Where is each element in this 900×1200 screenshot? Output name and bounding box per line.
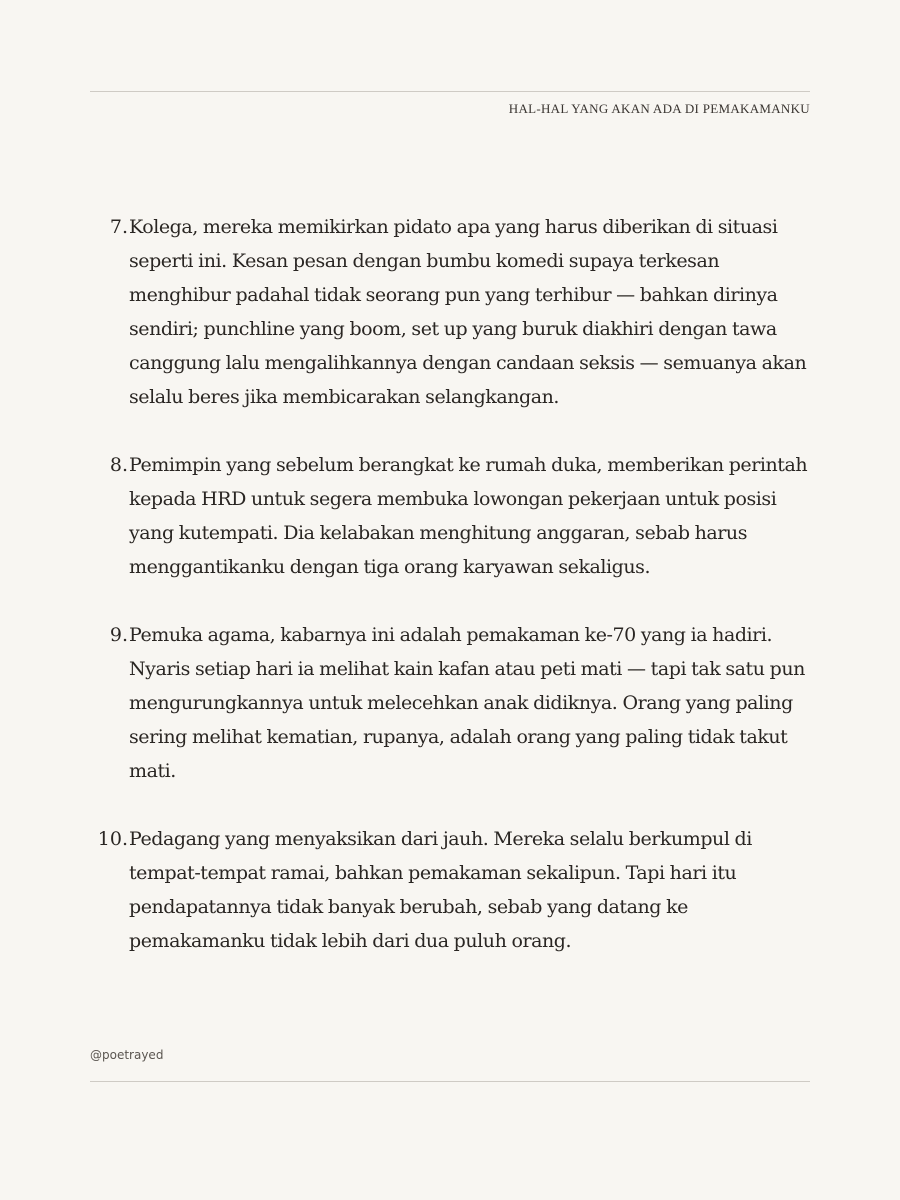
list-item-number: 7. — [109, 216, 128, 238]
list-item-text: Pemuka agama, kabarnya ini adalah pemakaman ke-70 yang ia hadiri. Nyaris setiap hari ia melihat kain kafan atau peti mati — tapi tak satu pun mengurungkannya untuk melecehkan anak didiknya. Orang yang paling sering melihat kematian, rupanya, adalah orang yang paling tidak takut mati. — [129, 624, 805, 782]
top-divider — [90, 91, 810, 92]
list-item-number: 9. — [109, 624, 128, 646]
bottom-divider — [90, 1081, 810, 1082]
page-title: HAL-HAL YANG AKAN ADA DI PEMAKAMANKU — [508, 101, 810, 116]
list-item-number: 10. — [97, 828, 128, 850]
author-handle: @poetrayed — [90, 1048, 164, 1062]
list-item-text: Kolega, mereka memikirkan pidato apa yang harus diberikan di situasi seperti ini. Kesan pesan dengan bumbu komedi supaya terkesan menghibur padahal tidak seorang pun yang terhibur — bahkan dirinya sendiri; punchline yang boom, set up yang buruk diakhiri dengan tawa canggung lalu mengalihkannya dengan candaan seksis — semuanya akan selalu beres jika membicarakan selangkangan. — [129, 216, 807, 408]
list-item-text: Pedagang yang menyaksikan dari jauh. Mereka selalu berkumpul di tempat-tempat ramai, bahkan pemakaman sekalipun. Tapi hari itu pendapatannya tidak banyak berubah, sebab yang datang ke pemakamanku tidak lebih dari dua puluh orang. — [129, 828, 752, 952]
list-item-number: 8. — [109, 454, 128, 476]
list-item-text: Pemimpin yang sebelum berangkat ke rumah duka, memberikan perintah kepada HRD untuk segera membuka lowongan pekerjaan untuk posisi yang kutempati. Dia kelabakan menghitung anggaran, sebab harus menggantikanku dengan tiga orang karyawan sekaligus. — [129, 454, 808, 578]
